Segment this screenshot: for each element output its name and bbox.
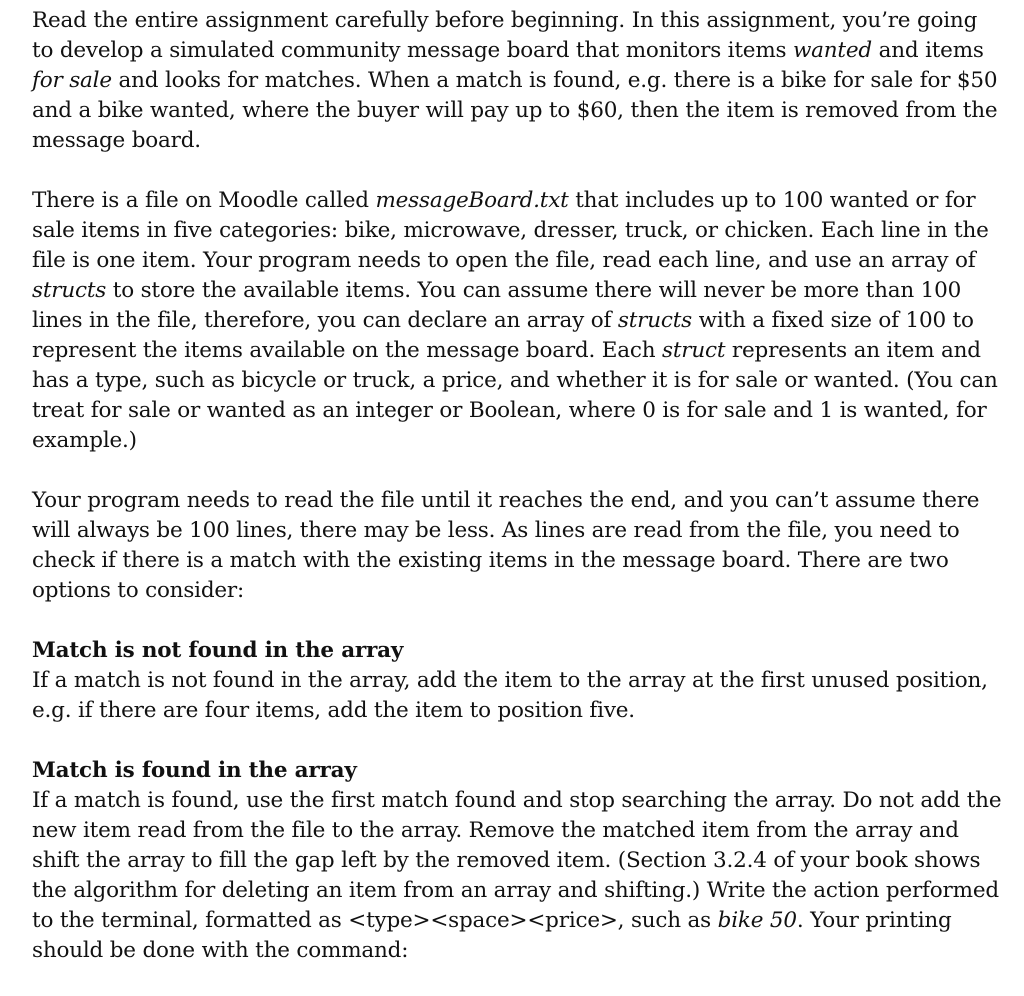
- intro-text-1: Read the entire assignment carefully before beginning. In this assignment, you’re going to develop a simulated community message board that monitors items: [32, 8, 978, 63]
- structs-emphasis-1: structs: [32, 278, 107, 303]
- file-text-5: represents an item and has a type, such as bicycle or truck, a price, and whether it is for sale or wanted. (You can treat for sale or wanted as an integer or Boolean, where 0 is for sale and 1 is wanted, for example.): [32, 338, 998, 453]
- match-not-found-section: [32, 636, 1004, 726]
- file-text-3: to store the available items. You can assume there will never be more than 100 lines in the file, therefore, you can declare an array of: [32, 278, 962, 333]
- match-not-found-heading: Match is not found in the array: [32, 638, 404, 663]
- file-description-paragraph: [32, 186, 1004, 456]
- match-found-heading: Match is found in the array: [32, 758, 357, 783]
- intro-text-3: and looks for matches. When a match is found, e.g. there is a bike for sale for $50 and a bike wanted, where the buyer will pay up to $60, then the item is removed from the message board.: [32, 68, 998, 153]
- file-name-emphasis: messageBoard.txt: [375, 188, 569, 213]
- file-text-2: that includes up to 100 wanted or for sale items in five categories: bike, microwave, dresser, truck, or chicken. Each line in the file is one item. Your program needs to open the file, read each line, and use an array of: [32, 188, 989, 273]
- intro-paragraph: [32, 6, 1004, 156]
- match-found-text-2: . Your printing should be done with the command:: [32, 908, 952, 963]
- reading-paragraph: Your program needs to read the file until it reaches the end, and you can’t assume there will always be 100 lines, there may be less. As lines are read from the file, you need to check if there is a match with the existing items in the message board. There are two options to consider:: [32, 488, 980, 603]
- assignment-document: [32, 6, 1004, 996]
- structs-emphasis-2: structs: [617, 308, 692, 333]
- intro-text-2: and items: [871, 38, 984, 63]
- match-found-body: [32, 786, 1004, 966]
- file-text-1: There is a file on Moodle called: [32, 188, 376, 213]
- match-found-text-1: If a match is found, use the first match found and stop searching the array. Do not add the new item read from the file to the array. Remove the matched item from the array and shift the array to fill the gap left by the removed item. (Section 3.2.4 of your book shows the algorithm for deleting an item from an array and shifting.) Write the action performed to the terminal, formatted as <type><space><price>, such as: [32, 788, 1002, 933]
- match-not-found-body: If a match is not found in the array, add the item to the array at the first unused position, e.g. if there are four items, add the item to position five.: [32, 668, 988, 723]
- file-text-4: with a fixed size of 100 to represent the items available on the message board. Each: [32, 308, 974, 363]
- intro-wanted-emphasis: wanted: [792, 38, 872, 63]
- intro-for-sale-emphasis: for sale: [32, 68, 112, 93]
- struct-emphasis: struct: [662, 338, 726, 363]
- bike-example-emphasis: bike 50: [717, 908, 797, 933]
- match-found-section: [32, 756, 1004, 966]
